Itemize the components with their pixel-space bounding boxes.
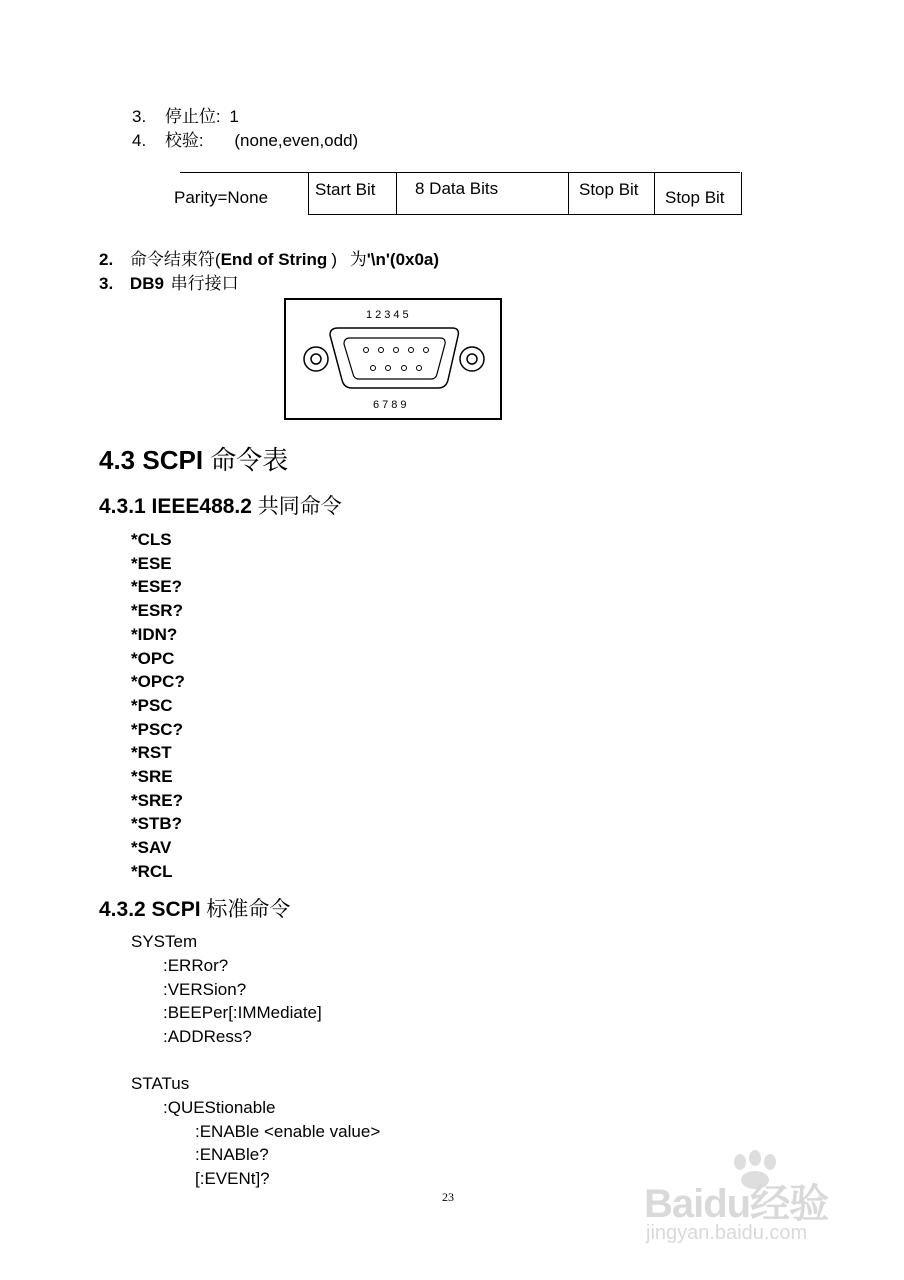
list-item-db9 <box>99 269 239 294</box>
heading-title: 标准命令 <box>206 898 291 921</box>
list-num: 3. <box>132 107 147 126</box>
scpi-status-sub: :QUEStionable <box>163 1098 276 1117</box>
list-item-parity <box>132 126 358 151</box>
command-item: *ESE <box>131 553 172 573</box>
db9-top-pin-labels: 12345 <box>366 309 412 321</box>
heading-title: 命令表 <box>210 445 289 475</box>
list-text: 串行接口 <box>170 274 239 293</box>
table-cell-stop-bit-2: Stop Bit <box>654 172 742 215</box>
command-item: *IDN? <box>131 624 178 644</box>
list-text: 命令结束符( <box>129 250 221 269</box>
list-text-bold: DB9 <box>129 274 164 293</box>
scpi-status-item: :ENABle <enable value> <box>195 1122 381 1141</box>
list-item-stop-bit <box>132 102 239 127</box>
scpi-status-item: [:EVENt]? <box>195 1169 270 1188</box>
table-cell-data-bits: 8 Data Bits <box>396 172 569 215</box>
list-label: 校验: <box>164 131 204 150</box>
command-item: *PSC? <box>131 719 183 739</box>
scpi-system-item: :ERRor? <box>163 956 229 975</box>
table-cell-stop-bit-1: Stop Bit <box>568 172 655 215</box>
heading-title: 共同命令 <box>257 495 342 518</box>
command-item: *OPC? <box>131 672 185 692</box>
list-text: ) <box>331 250 337 269</box>
command-item: *RCL <box>131 861 173 881</box>
scpi-status-root: STATus <box>131 1074 190 1093</box>
scpi-status-item: :ENABle? <box>195 1145 269 1164</box>
command-item: *PSC <box>131 695 173 715</box>
list-text-bold: '\n'(0x0a) <box>366 250 440 269</box>
command-item: *SAV <box>131 838 172 858</box>
list-text-bold: End of String <box>220 250 328 269</box>
baidu-watermark <box>640 1150 850 1260</box>
section-heading-4-3-1 <box>99 490 342 520</box>
scpi-system-item: :VERSion? <box>163 980 247 999</box>
page-number: 23 <box>442 1190 454 1204</box>
list-num: 3. <box>99 274 114 293</box>
command-item: *ESE? <box>131 577 183 597</box>
list-label: 停止位: <box>164 107 221 126</box>
heading-num: 4.3.2 SCPI <box>99 898 201 921</box>
command-item: *CLS <box>131 530 172 549</box>
watermark-brand: Baidu经验 <box>644 1182 829 1226</box>
table-cell-parity: Parity=None <box>174 188 269 207</box>
db9-connector-diagram <box>284 298 502 420</box>
command-item: *ESR? <box>131 601 183 621</box>
common-command-list <box>131 528 185 884</box>
list-num: 2. <box>99 250 114 269</box>
scpi-system-item: :BEEPer[:IMMediate] <box>163 1003 322 1022</box>
list-value: 1 <box>229 107 239 126</box>
parity-frame-table <box>174 172 740 215</box>
table-cell-start-bit: Start Bit <box>308 172 397 215</box>
command-item: *SRE? <box>131 790 183 810</box>
list-num: 4. <box>132 131 147 150</box>
scpi-system-item: :ADDRess? <box>163 1027 252 1046</box>
command-item: *RST <box>131 743 172 763</box>
section-heading-4-3-2 <box>99 893 290 923</box>
watermark-url: jingyan.baidu.com <box>646 1222 808 1244</box>
list-text: 为 <box>349 250 367 269</box>
command-item: *OPC <box>131 648 175 668</box>
heading-num: 4.3 SCPI <box>99 445 204 475</box>
scpi-system-root: SYSTem <box>131 932 198 951</box>
command-item: *SRE <box>131 767 173 787</box>
command-item: *STB? <box>131 814 182 834</box>
list-item-end-of-string <box>99 245 439 270</box>
heading-num: 4.3.1 IEEE488.2 <box>99 495 252 518</box>
section-heading-4-3 <box>99 440 288 477</box>
db9-bottom-pin-labels: 6789 <box>373 399 410 411</box>
list-value: (none,even,odd) <box>234 131 359 150</box>
